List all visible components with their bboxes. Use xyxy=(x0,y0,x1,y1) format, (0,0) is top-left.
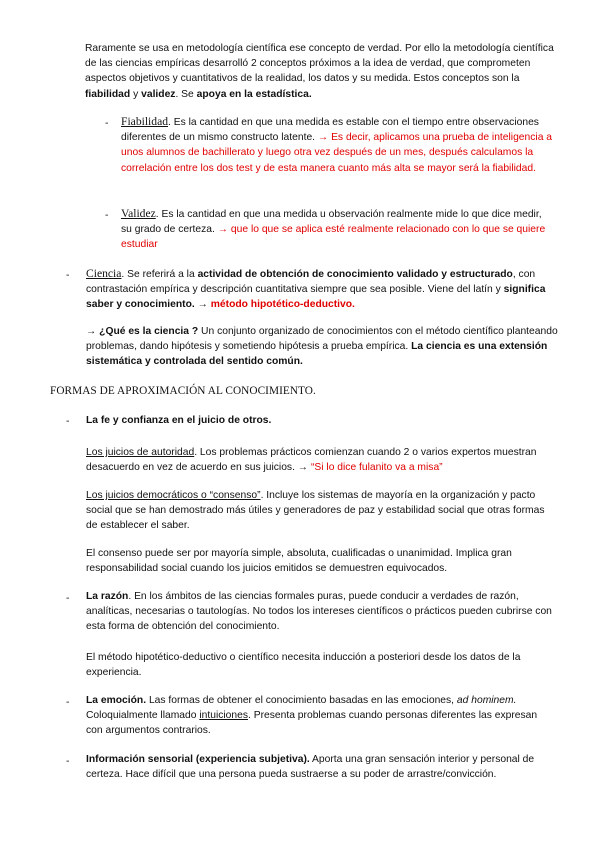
ciencia-text-1: . Se referirá a la xyxy=(121,269,195,280)
ciencia-text-2: , con contrastación empírica y descripción cuantitativa siempre que sea posible. Viene del latín y xyxy=(86,269,536,296)
que-es-ciencia xyxy=(86,324,561,370)
autoridad-paragraph xyxy=(86,445,556,475)
que-es-bold: La ciencia es una extensión sistemática y controlada del sentido común. xyxy=(86,341,548,368)
que-es-question: → ¿Qué es la ciencia ? xyxy=(86,326,199,337)
intro-and: y xyxy=(133,88,139,100)
emocion-text-2: Coloquialmente llamado xyxy=(86,710,197,722)
intro-text: Raramente se usa en metodología científica ese concepto de verdad. Por ello la metodología científica de las ciencias empíricas desarrolló 2 conceptos próximos a la idea de verdad, que comprometen aspectos objetivos y cuantitativos de la realidad, los datos y su medida. Estos conceptos son la xyxy=(85,43,554,85)
razon-text: . En los ámbitos de las ciencias formales puras, puede conducir a verdades de razón, analíticas, necesarias o tautologías. No todos los intereses científicos o prácticos pueden cubrirse con esta forma de obtención del conocimiento. xyxy=(86,591,552,633)
bullet-dash: - xyxy=(66,756,70,767)
emocion-title: La emoción. xyxy=(86,695,147,706)
fiabilidad-term: Fiabilidad xyxy=(121,115,169,128)
razon-paragraph-2 xyxy=(86,650,560,680)
autoridad-quote: “Si lo dice fulanito va a misa” xyxy=(310,462,443,474)
democraticos-term: Los juicios democráticos o “consenso” xyxy=(86,490,261,501)
sensorial-text: Aporta una gran sensación interior y personal de certeza. Hace difícil que una persona pueda sustraerse a su poder de arrastre/convicción. xyxy=(86,754,535,781)
emocion-text-3: . Presenta problemas cuando personas diferentes las expresan con argumentos contrarios. xyxy=(86,710,538,737)
ciencia-red: método hipotético-deductivo. xyxy=(210,299,355,311)
validez-item xyxy=(121,206,551,253)
bullet-dash: - xyxy=(66,593,70,604)
validez-text: . Es la cantidad en que una medida u observación realmente mide lo que dice medir, su grado de certeza. xyxy=(121,209,542,236)
ciencia-bold-2: significa saber y conocimiento. → xyxy=(86,284,546,311)
que-es-text: Un conjunto organizado de conocimientos con el método científico planteando problemas, dando hipótesis y sometiendo hipótesis a prueba empírica. xyxy=(86,326,558,353)
validez-term: Validez xyxy=(121,207,156,220)
autoridad-text: . Los problemas prácticos comienzan cuando 2 o varios expertos muestran desacuerdo en vez de acuerdo en sus juicios. → xyxy=(86,447,537,474)
democraticos-paragraph xyxy=(86,488,556,534)
fiabilidad-item xyxy=(121,114,559,176)
razon-title: La razón xyxy=(86,591,129,602)
fe-title-block xyxy=(86,413,556,428)
razon-item xyxy=(86,589,560,635)
intro-se: . Se xyxy=(175,88,194,100)
bullet-dash: - xyxy=(105,210,109,221)
fiabilidad-example: → Es decir, aplicamos una prueba de inteligencia a unos alumnos de bachillerato y luego otra vez después de un mes, después calculamos la correlación entre los dos test y de esta manera cuanto más alta se mayor será la fiabilidad. xyxy=(121,132,553,174)
bullet-dash: - xyxy=(66,697,70,708)
bullet-dash: - xyxy=(66,270,70,281)
consenso-paragraph xyxy=(86,546,556,576)
intro-bold-validez: validez xyxy=(141,88,176,100)
intro-paragraph xyxy=(85,41,560,102)
fe-title: La fe y confianza en el juicio de otros. xyxy=(86,415,272,426)
bullet-dash: - xyxy=(66,416,70,427)
section-heading: FORMAS DE APROXIMACIÓN AL CONOCIMIENTO. xyxy=(50,385,316,397)
sensorial-item xyxy=(86,752,560,782)
emocion-text-1: Las formas de obtener el conocimiento basadas en las emociones, xyxy=(148,695,455,706)
emocion-italic: ad hominem. xyxy=(456,695,517,706)
bullet-dash: - xyxy=(105,118,109,129)
democraticos-text: . Incluye los sistemas de mayoría en la organización y pacto social que se han demostrado más útiles y generadores de paz y estabilidad social que otras formas de establecer el saber. xyxy=(86,490,545,532)
fiabilidad-text: . Es la cantidad en que una medida es estable con el tiempo entre observaciones diferentes de un mismo constructo latente. xyxy=(121,117,539,144)
autoridad-term: Los juicios de autoridad xyxy=(86,447,195,458)
emocion-item xyxy=(86,693,556,739)
ciencia-term: Ciencia xyxy=(86,267,122,280)
ciencia-bold-1: actividad de obtención de conocimiento validado y estructurado xyxy=(197,269,513,280)
sensorial-title: Información sensorial (experiencia subjetiva). xyxy=(86,754,310,765)
ciencia-item xyxy=(86,266,564,313)
razon-text-2: El método hipotético-deductivo o científico necesita inducción a posteriori desde los datos de la experiencia. xyxy=(86,652,521,679)
intro-bold-fiabilidad: fiabilidad xyxy=(85,88,131,100)
emocion-intuiciones: intuiciones xyxy=(199,710,249,722)
consenso-text: El consenso puede ser por mayoría simple, absoluta, cualificadas o unanimidad. Implica gran responsabilidad social cuando los juicios emitidos se demuestren equivocados. xyxy=(86,548,512,575)
intro-bold-estadistica: apoya en la estadística. xyxy=(196,88,312,100)
validez-example: → que lo que se aplica esté realmente relacionado con lo que se quiere estudiar xyxy=(121,224,546,251)
